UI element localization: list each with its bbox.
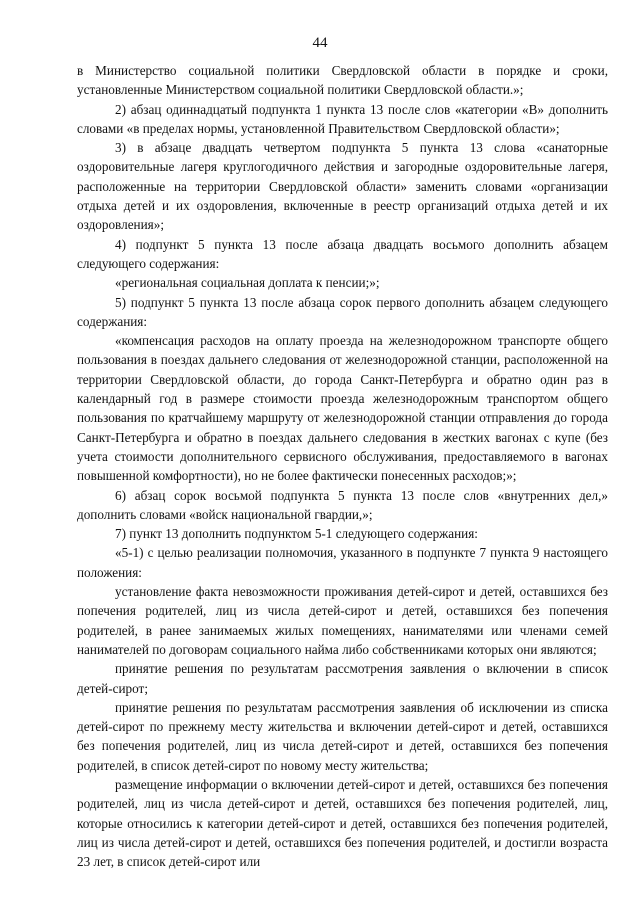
paragraph-10: «5-1) с целью реализации полномочия, указанного в подпункте 7 пункта 9 настоящего положения: bbox=[77, 545, 608, 580]
paragraph-5: «региональная социальная доплата к пенсии;»; bbox=[115, 275, 380, 291]
paragraph-9: 7) пункт 13 дополнить подпунктом 5-1 следующего содержания: bbox=[115, 526, 478, 542]
paragraph-1: в Министерство социальной политики Свердловской области в порядке и сроки, установленные Министерством социальной политики Свердловской области.»; bbox=[77, 63, 608, 98]
paragraph-7: «компенсация расходов на оплату проезда на железнодорожном транспорте общего пользования в поездах дальнего следования от железнодорожной станции, расположенной на территории Свердловской области, до города Санкт-Петербурга и обратно один раз в календарный год в размере стоимости проезда железнодорожным транспортом общего пользования по кратчайшему маршруту от железнодорожной станции отправления до города Санкт-Петербурга и обратно в поездах дальнего следования в жестких вагонах с купе (без учета стоимости дополнительного сервисного обслуживания, предоставляемого в вагонах повышенной комфортности), но не более фактически понесенных расходов;»; bbox=[77, 333, 608, 484]
paragraph-6: 5) подпункт 5 пункта 13 после абзаца сорок первого дополнить абзацем следующего содержания: bbox=[77, 294, 608, 329]
paragraph-14: размещение информации о включении детей-сирот и детей, оставшихся без попечения родителей, лиц из числа детей-сирот и детей, оставшихся без попечения родителей, лиц, которые относились к категории детей-сирот и детей, оставшихся без попечения родителей, лиц из числа детей-сирот и детей, оставшихся без попечения родителей, и достигли возраста 23 лет, в список детей-сирот или bbox=[77, 776, 608, 870]
paragraph-12: принятие решения по результатам рассмотрения заявления о включении в список детей-сирот; bbox=[77, 661, 608, 696]
paragraph-4: 4) подпункт 5 пункта 13 после абзаца двадцать восьмого дополнить абзацем следующего содержания: bbox=[77, 236, 608, 271]
paragraph-2: 2) абзац одиннадцатый подпункта 1 пункта 13 после слов «категории «В» дополнить словами «в пределах нормы, установленной Правительством Свердловской области»; bbox=[77, 101, 608, 136]
paragraph-8: 6) абзац сорок восьмой подпункта 5 пункта 13 после слов «внутренних дел,» дополнить словами «войск национальной гвардии,»; bbox=[77, 487, 608, 522]
paragraph-11: установление факта невозможности проживания детей-сирот и детей, оставшихся без попечения родителей, лиц из числа детей-сирот и детей, оставшихся без попечения родителей, в ранее занимаемых жилых помещениях, нанимателями или членами семей нанимателей по договорам социального найма либо собственниками которых они являются; bbox=[77, 584, 608, 657]
paragraph-3: 3) в абзаце двадцать четвертом подпункта 5 пункта 13 слова «санаторные оздоровительные лагеря круглогодичного действия и загородные оздоровительные лагеря, расположенные на территории Свердловской области» заменить словами «организации отдыха детей и их оздоровления, включенные в реестр организаций отдыха детей и их оздоровления»; bbox=[77, 140, 608, 233]
page-number: 44 bbox=[312, 35, 328, 51]
document-body bbox=[77, 61, 608, 871]
paragraph-13: принятие решения по результатам рассмотрения заявления об исключении из списка детей-сирот по прежнему месту жительства и включении детей-сирот и детей, оставшихся без попечения родителей, лиц из числа детей-сирот и детей, оставшихся без попечения родителей, в список детей-сирот по новому месту жительства; bbox=[77, 699, 608, 773]
